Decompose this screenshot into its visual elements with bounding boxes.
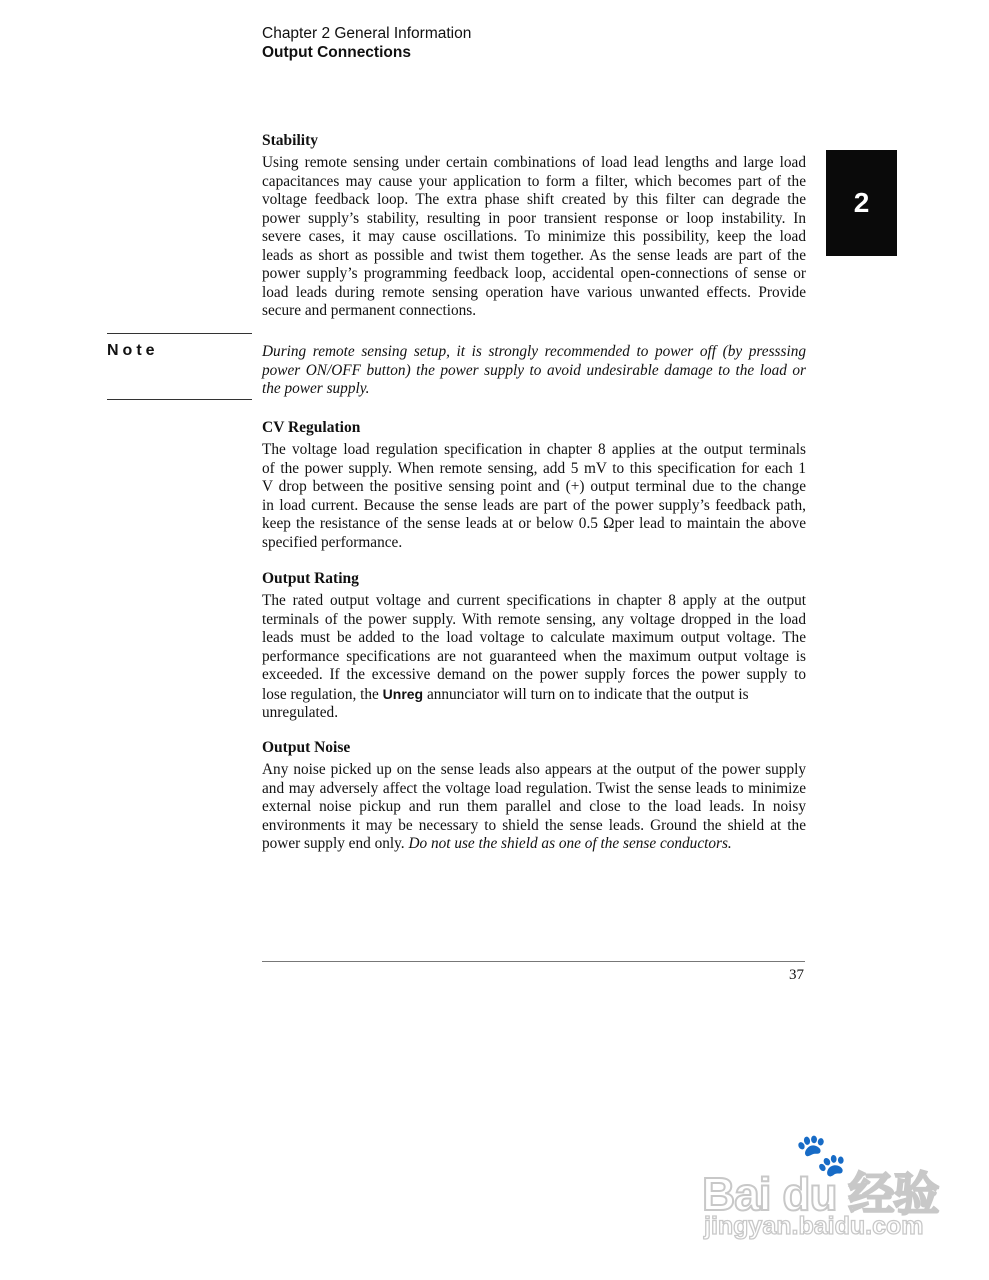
text-line: specified performance.: [262, 533, 403, 551]
text-fragment: annunciator will turn on to indicate that the output is: [426, 685, 749, 703]
text-line: keep the resistance of the sense leads at or below 0.5 Ωper lead to maintain the above: [262, 515, 806, 532]
chapter-tab: 2: [826, 150, 897, 256]
output-noise-paragraph: [262, 761, 806, 854]
text-line: terminals of the power supply. With remote sensing, any voltage dropped in the load: [262, 610, 806, 628]
paw-icon: 🐾: [795, 1130, 848, 1179]
cv-regulation-heading: CV Regulation: [262, 419, 361, 436]
note-label: Note: [107, 342, 159, 359]
stability-heading: Stability: [262, 132, 318, 149]
text-line: performance specifications are not guaranteed when the maximum output voltage is: [262, 647, 806, 665]
watermark-url: jingyan.baidu.com: [704, 1212, 924, 1240]
text-line: During remote sensing setup, it is strongly recommended to power off (by presssing: [262, 343, 806, 360]
note-top-rule: [107, 333, 252, 334]
output-noise-heading: Output Noise: [262, 739, 351, 756]
text-line: of the power supply. When remote sensing, add 5 mV to this specification for each 1: [262, 459, 806, 477]
text-line: power ON/OFF button) the power supply to avoid undesirable damage to the load or: [262, 361, 806, 379]
text-line: and may adversely affect the voltage load regulation. Twist the sense leads to minimize: [262, 779, 806, 797]
text-line: secure and permanent connections.: [262, 302, 477, 319]
output-rating-paragraph: [262, 592, 806, 723]
text-line: exceeded. If the excessive demand on the power supply forces the power supply to: [262, 666, 806, 683]
text-line: The rated output voltage and current specifications in chapter 8 apply at the output: [262, 592, 806, 609]
text-fragment: power supply end only.: [262, 835, 405, 852]
text-line: power supply’s programming feedback loop, accidental open-connections of sense or: [262, 265, 806, 282]
running-header: [262, 24, 471, 62]
section-title: Output Connections: [262, 44, 411, 61]
footer-rule: [262, 961, 805, 962]
page-number: 37: [789, 967, 804, 983]
text-line: leads as short as possible and twist them together. As the sense leads are part of the: [262, 246, 806, 264]
text-line: capacitances may cause your application to form a filter, which becomes part of the: [262, 172, 806, 190]
text-line: V drop between the positive sensing point and (+) output terminal due to the change: [262, 478, 806, 495]
cv-regulation-paragraph: [262, 441, 806, 552]
text-line: [262, 835, 806, 854]
output-rating-heading: Output Rating: [262, 570, 359, 587]
chapter-title: Chapter 2 General Information: [262, 25, 472, 42]
watermark-brand: Bai du 经验: [702, 1168, 939, 1220]
text-line: external noise pickup and run them parallel and close to the load leads. In noisy: [262, 798, 806, 815]
text-line: [262, 685, 806, 705]
text-line: Any noise picked up on the sense leads also appears at the output of the power supply: [262, 761, 806, 778]
note-paragraph: [262, 343, 806, 399]
text-line: load leads during remote sensing operation have various unwanted effects. Provide: [262, 283, 806, 301]
text-line: leads must be added to the load voltage to calculate maximum output voltage. The: [262, 629, 806, 646]
text-line: unregulated.: [262, 704, 339, 721]
text-line: environments it may be necessary to shield the sense leads. Ground the shield at the: [262, 816, 806, 834]
text-line: voltage feedback loop. The extra phase shift created by this filter can degrade the: [262, 191, 806, 208]
text-line: severe cases, it may cause oscillations. To minimize this possibility, keep the load: [262, 228, 806, 245]
stability-paragraph: [262, 154, 806, 321]
watermark: [700, 1130, 940, 1250]
italic-emphasis: Do not use the shield as one of the sense conductors.: [408, 835, 732, 852]
unreg-keyword: Unreg: [382, 685, 424, 702]
note-bottom-rule: [107, 399, 252, 400]
text-line: Using remote sensing under certain combinations of load lead lengths and large load: [262, 154, 806, 171]
text-fragment: lose regulation, the: [262, 685, 379, 703]
text-line: The voltage load regulation specification in chapter 8 applies at the output terminals: [262, 441, 806, 458]
text-line: power supply’s stability, resulting in poor transient response or loop instability. In: [262, 209, 806, 227]
text-line: in load current. Because the sense leads are part of the power supply’s feedback path,: [262, 496, 806, 514]
text-line: the power supply.: [262, 380, 370, 397]
